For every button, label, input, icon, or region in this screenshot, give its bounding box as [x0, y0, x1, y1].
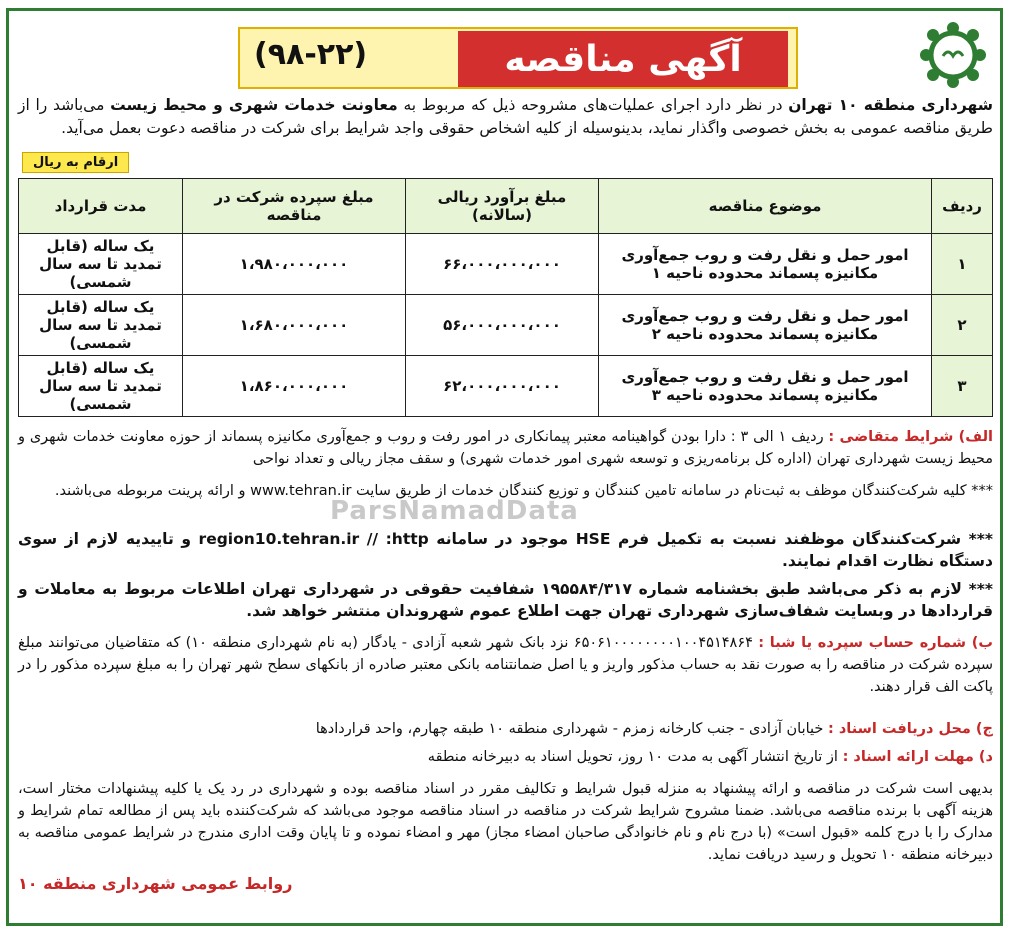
- deadline-section: [18, 746, 993, 768]
- currency-badge: ارقام به ریال: [22, 152, 129, 173]
- closing-paragraph: بدیهی است شرکت در مناقصه و ارائه پیشنهاد به منزله قبول شرایط و تکالیف مقرر در اسناد مناقصه بوده و شهرداری در رد یک یا کلیه پیشنهادات مختار است، هزینه آگهی با برنده مناقصه می‌باشد. ضمنا مشروح شرایط شرکت در مناقصه در اسناد مناقصه موجود می‌باشد که شرکت‌کننده باید پس از مطالعه تمام شرایط و مدارک را با درج کلمه «قبول است» (با درج نام و نام خانوادگی صاحبان امضاء مجاز) مهر و امضاء نموده و تا پایان وقت اداری مندرج در شرایط عمومی مناقصه به دبیرخانه منطقه ۱۰ تحویل و رسید دریافت نماید.: [18, 781, 993, 863]
- row-estimate: ۶۶،۰۰۰،۰۰۰،۰۰۰: [406, 234, 599, 295]
- row-estimate: ۶۲،۰۰۰،۰۰۰،۰۰۰: [406, 356, 599, 417]
- deadline-text: از تاریخ انتشار آگهی به مدت ۱۰ روز، تحویل اسناد به دبیرخانه منطقه: [427, 749, 843, 765]
- table-header-row: [19, 179, 993, 234]
- conditions-label: الف) شرایط متقاضی :: [828, 429, 993, 445]
- watermark: ParsNamadData: [330, 496, 579, 526]
- account-section: [18, 632, 993, 698]
- row-duration: یک ساله (قابل تمدید تا سه سال شمسی): [19, 295, 183, 356]
- title-banner: [238, 27, 798, 89]
- row-duration: یک ساله (قابل تمدید تا سه سال شمسی): [19, 234, 183, 295]
- row-deposit: ۱،۸۶۰،۰۰۰،۰۰۰: [183, 356, 406, 417]
- conditions-section: [18, 426, 993, 470]
- transparency-note: *** لازم به ذکر می‌باشد طبق بخشنامه شماره ۱۹۵۵۸۴/۳۱۷ شفافیت حقوقی در شهرداری تهران اطلاعات مربوط به معاملات و قراردادها در وبسایت شفاف‌سازی شهرداری تهران جهت اطلاع عموم شهروندان منتشر خواهد شد.: [18, 580, 993, 620]
- row-number: ۲: [932, 295, 993, 356]
- row-estimate: ۵۶،۰۰۰،۰۰۰،۰۰۰: [406, 295, 599, 356]
- deadline-label: د) مهلت ارائه اسناد :: [842, 749, 993, 765]
- header-row-number: ردیف: [932, 179, 993, 234]
- row-deposit: ۱،۹۸۰،۰۰۰،۰۰۰: [183, 234, 406, 295]
- table-row: [19, 356, 993, 417]
- registration-note: *** کلیه شرکت‌کنندگان موظف به ثبت‌نام در سامانه تامین کنندگان و توزیع کنندگان خدمات از طریق سایت www.tehran.ir و ارائه پرینت مربوطه می‌باشند.: [54, 483, 993, 499]
- account-text: ۶۵۰۶۱۰۰۰۰۰۰۰۰۱۰۰۴۵۱۴۸۶۴ نزد بانک شهر شعبه آزادی - یادگار (به نام شهرداری منطقه ۱۰) که متقاضیان می‌توانند مبلغ سپرده شرکت در مناقصه را به صورت نقد به حساب مذکور واریز و یا اصل ضمانتنامه بانکی معتبر صادره از بانکهای سطح شهر تهران را به مبلغ سپرده مذکور را در پاکت الف قرار دهند.: [18, 635, 993, 695]
- row-subject: امور حمل و نقل رفت و روب جمع‌آوری مکانیزه پسماند محدوده ناحیه ۱: [599, 234, 932, 295]
- tender-number: (۹۸-۲۲): [254, 37, 368, 72]
- account-label: ب) شماره حساب سپرده یا شبا :: [758, 635, 993, 651]
- conditions-text: ردیف ۱ الی ۳ : دارا بودن گواهینامه معتبر پیمانکاری در امور رفت و روب و جمع‌آوری مکانیزه پسماند از حوزه معاونت خدمات شهری و محیط زیست شهرداری تهران (اداره کل برنامه‌ریزی و توسعه شهری امور خدمات شهری) و سقف مجاز ریالی و تعداد نواحی: [18, 429, 993, 467]
- row-subject: امور حمل و نقل رفت و روب جمع‌آوری مکانیزه پسماند محدوده ناحیه ۲: [599, 295, 932, 356]
- header-estimate: مبلغ برآورد ریالی (سالانه): [406, 179, 599, 234]
- location-text: خیابان آزادی - جنب کارخانه زمزم - شهرداری منطقه ۱۰ طبقه چهارم، واحد قراردادها: [315, 721, 828, 737]
- org-name: شهرداری منطقه ۱۰ تهران: [788, 96, 993, 114]
- row-subject: امور حمل و نقل رفت و روب جمع‌آوری مکانیزه پسماند محدوده ناحیه ۳: [599, 356, 932, 417]
- intro-text-2: می‌باشد را از طریق مناقصه عمومی به بخش خصوصی واگذار نماید، بدینوسیله از کلیه اشخاص حقوقی واجد شرایط برای شرکت در مناقصه دعوت بعمل می‌آید.: [18, 96, 993, 137]
- header-subject: موضوع مناقصه: [599, 179, 932, 234]
- row-number: ۱: [932, 234, 993, 295]
- page-title: آگهی مناقصه: [458, 31, 788, 87]
- location-label: ج) محل دریافت اسناد :: [828, 721, 993, 737]
- hse-note: *** شرکت‌کنندگان موظفند نسبت به تکمیل فرم HSE موجود در سامانه region10.tehran.ir // :http و تاییدیه لازم از سوی دستگاه نظارت اقدام نمایند.: [18, 530, 993, 570]
- location-section: [18, 718, 993, 740]
- table-row: [19, 295, 993, 356]
- header-duration: مدت قرارداد: [19, 179, 183, 234]
- row-duration: یک ساله (قابل تمدید تا سه سال شمسی): [19, 356, 183, 417]
- intro-paragraph: [18, 94, 993, 140]
- table-row: [19, 234, 993, 295]
- deputy-name: معاونت خدمات شهری و محیط زیست: [110, 96, 398, 114]
- row-number: ۳: [932, 356, 993, 417]
- row-deposit: ۱،۶۸۰،۰۰۰،۰۰۰: [183, 295, 406, 356]
- public-relations-footer: روابط عمومی شهرداری منطقه ۱۰: [18, 874, 293, 893]
- tender-table: [18, 178, 993, 417]
- header-deposit: مبلغ سپرده شرکت در مناقصه: [183, 179, 406, 234]
- tehran-municipality-logo-icon: [913, 20, 993, 90]
- intro-text-1: در نظر دارد اجرای عملیات‌های مشروحه ذیل که مربوط به: [397, 96, 789, 114]
